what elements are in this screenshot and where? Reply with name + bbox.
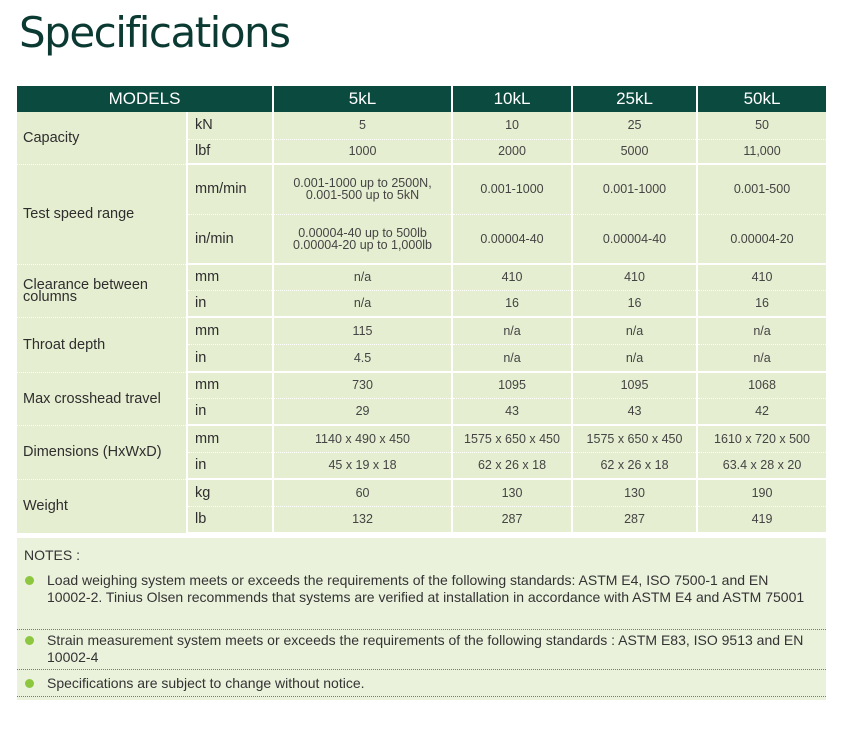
notes-section xyxy=(17,538,826,700)
note-item xyxy=(17,675,826,697)
unit-label: mm xyxy=(187,264,273,290)
unit-label: in xyxy=(187,290,273,317)
header-model-5kl: 5kL xyxy=(273,86,452,112)
unit-label: lbf xyxy=(187,139,273,164)
unit-label: mm xyxy=(187,372,273,398)
specifications-table xyxy=(17,86,826,534)
value-cell: 4.5 xyxy=(273,344,452,372)
value-cell: 130 xyxy=(452,479,572,506)
value-cell: 16 xyxy=(452,290,572,317)
parameter-label-line: Clearance between xyxy=(23,276,148,293)
unit-label: in xyxy=(187,452,273,479)
note-item xyxy=(17,632,826,670)
value-cell: 0.00004-20 xyxy=(697,214,826,264)
parameter-label: Max crosshead travel xyxy=(17,372,187,425)
value-cell: 0.001-1000 xyxy=(452,164,572,214)
table-row xyxy=(17,479,826,506)
value-cell-line: 0.001-500 up to 5kN xyxy=(305,188,420,203)
value-cell-line: 0.001-1000 up to 2500N, xyxy=(293,176,432,191)
value-cell: 1610 x 720 x 500 xyxy=(697,425,826,452)
value-cell: 2000 xyxy=(452,139,572,164)
table-row xyxy=(17,425,826,452)
note-item xyxy=(17,572,826,630)
value-cell: 25 xyxy=(572,112,697,139)
value-cell: 1575 x 650 x 450 xyxy=(572,425,697,452)
unit-label: in xyxy=(187,398,273,425)
value-cell: 60 xyxy=(273,479,452,506)
value-cell: 190 xyxy=(697,479,826,506)
value-cell: 1000 xyxy=(273,139,452,164)
value-cell: n/a xyxy=(452,317,572,344)
value-cell xyxy=(273,214,452,264)
value-cell: n/a xyxy=(697,317,826,344)
bullet-icon xyxy=(25,636,34,645)
table-body xyxy=(17,112,826,533)
unit-label: lb xyxy=(187,506,273,533)
unit-label: kN xyxy=(187,112,273,139)
value-cell: 5000 xyxy=(572,139,697,164)
table-row xyxy=(17,164,826,214)
unit-label: mm xyxy=(187,317,273,344)
bullet-icon xyxy=(25,679,34,688)
value-cell: 16 xyxy=(572,290,697,317)
value-cell: 45 x 19 x 18 xyxy=(273,452,452,479)
value-cell: 1095 xyxy=(572,372,697,398)
parameter-label: Capacity xyxy=(17,112,187,164)
header-model-25kl: 25kL xyxy=(572,86,697,112)
value-cell: n/a xyxy=(697,344,826,372)
value-cell: 0.00004-40 xyxy=(452,214,572,264)
value-cell: 62 x 26 x 18 xyxy=(572,452,697,479)
value-cell: 1140 x 490 x 450 xyxy=(273,425,452,452)
header-model-50kl: 50kL xyxy=(697,86,826,112)
table-row xyxy=(17,372,826,398)
value-cell: 10 xyxy=(452,112,572,139)
header-models: MODELS xyxy=(17,86,273,112)
table-row xyxy=(17,112,826,139)
note-text: Load weighing system meets or exceeds the requirements of the following standards: ASTM E4, ISO 7500-1 and EN 10002-2. Tinius Olsen recommends that systems are verified at installation in accordance with ASTM E4 and ASTM 75001 xyxy=(47,572,805,605)
value-cell: 42 xyxy=(697,398,826,425)
value-cell: 410 xyxy=(452,264,572,290)
unit-label: mm/min xyxy=(187,164,273,214)
value-cell: 62 x 26 x 18 xyxy=(452,452,572,479)
value-cell: 419 xyxy=(697,506,826,533)
value-cell: 43 xyxy=(572,398,697,425)
unit-label: in xyxy=(187,344,273,372)
value-cell-line: 0.00004-40 up to 500lb xyxy=(298,225,427,240)
value-cell: 130 xyxy=(572,479,697,506)
value-cell: n/a xyxy=(273,290,452,317)
unit-label: mm xyxy=(187,425,273,452)
table-row xyxy=(17,317,826,344)
unit-label: kg xyxy=(187,479,273,506)
parameter-label: Dimensions (HxWxD) xyxy=(17,425,187,479)
value-cell: 1575 x 650 x 450 xyxy=(452,425,572,452)
note-text: Specifications are subject to change without notice. xyxy=(47,675,365,691)
value-cell: 63.4 x 28 x 20 xyxy=(697,452,826,479)
value-cell-line: 0.00004-20 up to 1,000lb xyxy=(293,237,433,252)
header-model-10kl: 10kL xyxy=(452,86,572,112)
value-cell: 0.001-500 xyxy=(697,164,826,214)
value-cell: n/a xyxy=(452,344,572,372)
value-cell: 287 xyxy=(572,506,697,533)
value-cell: 1095 xyxy=(452,372,572,398)
value-cell: 43 xyxy=(452,398,572,425)
value-cell: 410 xyxy=(697,264,826,290)
value-cell: 0.00004-40 xyxy=(572,214,697,264)
value-cell: 115 xyxy=(273,317,452,344)
parameter-label: Throat depth xyxy=(17,317,187,372)
notes-title: NOTES : xyxy=(24,547,81,563)
value-cell: n/a xyxy=(572,317,697,344)
value-cell: 132 xyxy=(273,506,452,533)
value-cell: 16 xyxy=(697,290,826,317)
value-cell: 287 xyxy=(452,506,572,533)
value-cell: 5 xyxy=(273,112,452,139)
value-cell: 0.001-1000 xyxy=(572,164,697,214)
parameter-label-line: columns xyxy=(23,288,77,305)
parameter-label: Test speed range xyxy=(17,164,187,264)
value-cell xyxy=(273,164,452,214)
note-text: Strain measurement system meets or exceeds the requirements of the following standards : ASTM E83, ISO 9513 and EN 10002-4 xyxy=(47,632,804,665)
table-row xyxy=(17,264,826,290)
parameter-label xyxy=(17,264,187,317)
value-cell: 730 xyxy=(273,372,452,398)
bullet-icon xyxy=(25,576,34,585)
value-cell: 410 xyxy=(572,264,697,290)
parameter-label: Weight xyxy=(17,479,187,533)
unit-label: in/min xyxy=(187,214,273,264)
value-cell: 11,000 xyxy=(697,139,826,164)
value-cell: 50 xyxy=(697,112,826,139)
value-cell: 1068 xyxy=(697,372,826,398)
value-cell: n/a xyxy=(273,264,452,290)
table-header-row xyxy=(17,86,826,112)
value-cell: n/a xyxy=(572,344,697,372)
page-title: Specifications xyxy=(19,8,290,57)
value-cell: 29 xyxy=(273,398,452,425)
